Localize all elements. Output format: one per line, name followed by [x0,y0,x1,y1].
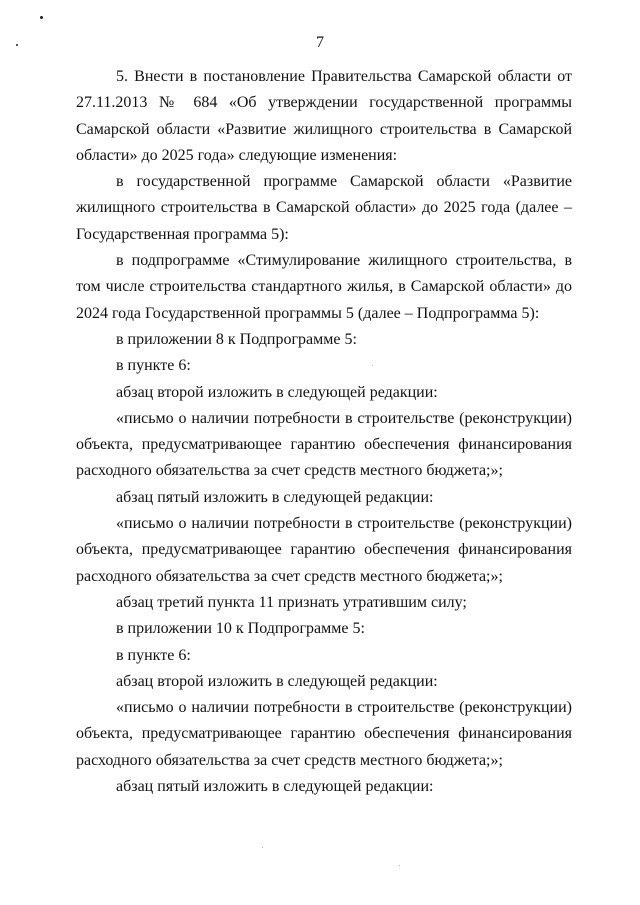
paragraph-quote: «письмо о наличии потребности в строительстве (реконструкции) объекта, предусматривающее гарантию обеспечения финансирования расходного обязательства за счет средств местного бюджета;»; [76,515,572,585]
paragraph-subprogram: в подпрограмме «Стимулирование жилищного строительства, в том числе строительства стандартного жилья, в Самарской области» до 2024 года Государственной программы 5 (далее – Подпрограмма 5): [76,252,572,322]
paragraph-fifth-abzac: абзац пятый изложить в следующей редакции: [116,778,434,796]
paragraph-quote: «письмо о наличии потребности в строительстве (реконструкции) объекта, предусматривающее гарантию обеспечения финансирования расходного обязательства за счет средств местного бюджета;»; [76,699,572,769]
scan-speck [262,847,263,848]
paragraph-quote: «письмо о наличии потребности в строительстве (реконструкции) объекта, предусматривающее гарантию обеспечения финансирования расходного обязательства за счет средств местного бюджета;»; [76,409,572,480]
paragraph-second-abzac: абзац второй изложить в следующей редакции: [116,383,438,401]
paragraph-amendment-intro: 5. Внести в постановление Правительства Самарской области от 27.11.2013 № 684 «Об утверждении государственной программы Самарской области «Развитие жилищного строительства в Самарской области» до 2025 года» следующие изменения: [76,68,572,164]
page-number: 7 [316,34,324,51]
paragraph-item-6: в пункте 6: [116,357,191,375]
paragraph-appendix-8: в приложении 8 к Подпрограмме 5: [116,330,357,348]
paragraph-item-11-void: абзац третий пункта 11 признать утратившим силу; [116,593,467,611]
paragraph-state-program: в государственной программе Самарской области «Развитие жилищного строительства в Самарской области» до 2025 года (далее – Государственная программа 5): [76,173,572,243]
document-body [76,64,572,800]
paragraph-appendix-10: в приложении 10 к Подпрограмме 5: [116,620,365,638]
paragraph-second-abzac: абзац второй изложить в следующей редакции: [116,672,438,690]
scan-speck [399,865,400,866]
paragraph-item-6: в пункте 6: [116,646,191,664]
scan-speck [40,16,43,19]
paragraph-fifth-abzac: абзац пятый изложить в следующей редакции: [116,488,434,506]
